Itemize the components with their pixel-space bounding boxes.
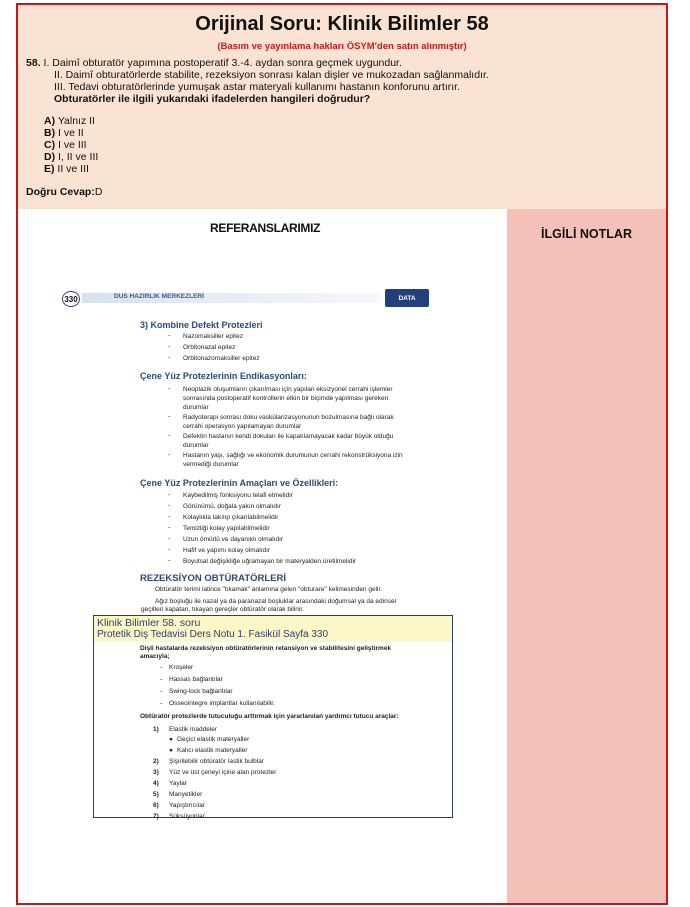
page-title: Orijinal Soru: Klinik Bilimler 58: [195, 13, 489, 35]
option-e[interactable]: E) II ve III: [44, 163, 89, 175]
list-item: cerrahi operasyon yapılamayan durumlar: [183, 423, 302, 430]
paragraph: Dişli hastalarda rezeksiyon obtüratörlerinin retansiyon ve stabilitesini geliştirmek: [140, 645, 392, 652]
option-d[interactable]: D) I, II ve III: [44, 151, 99, 163]
list-item: durumlar: [183, 404, 209, 411]
book-page-number: 330: [62, 291, 80, 307]
list-item: Hafif ve yapımı kolay olmalıdır: [183, 547, 271, 554]
question-prompt: Obturatörler ile ilgili yukarıdaki ifadelerden hangileri doğrudur?: [54, 93, 371, 105]
list-item: Uzun ömürlü ve dayanıklı olmalıdır: [183, 536, 284, 543]
list-item: Defektin hastanın kendi dokuları ile kapatılamayacak kadar büyük olduğu: [183, 433, 394, 440]
paragraph: amacıyla;: [140, 653, 170, 660]
list-item: Şişirilebilir obtüratör lastik bulblar: [169, 758, 265, 765]
list-item: durumlar: [183, 442, 209, 449]
list-item: Kaybedilmiş fonksiyonu telafi etmelidir: [183, 492, 293, 499]
list-item: Orbitonazal epitez: [183, 344, 236, 351]
book-header-text: DUS HAZIRLIK MERKEZLERİ: [114, 293, 204, 300]
list-item: Neoplazik oluşumların çıkarılması için yapılan eksizyonel cerrahi işlemler: [183, 386, 393, 393]
list-item: Swing-lock bağlantılar: [169, 688, 233, 695]
option-c[interactable]: C) I ve III: [44, 139, 87, 151]
paragraph: Ağız boşluğu ile nazal ya da paranazal boşluklar arasındaki doğumsal ya da edinsel: [155, 598, 397, 605]
section-title: Çene Yüz Protezlerinin Endikasyonları:: [140, 371, 307, 381]
list-item: Kalıcı elastik materyaller: [177, 747, 248, 754]
list-item: Hastanın yaşı, sağlığı ve ekonomik durumunun cerrahi rekonstrüksiyona izin: [183, 452, 403, 459]
publisher-logo: DATA: [385, 289, 429, 307]
list-item: vermediği durumlar: [183, 461, 239, 468]
list-item: Kolaylıkla takılıp çıkarılabilmelidir: [183, 514, 279, 521]
list-item: Süksüyonlar: [169, 813, 205, 820]
list-item: Temizliği kolay yapılabilmelidir: [183, 525, 270, 532]
reference-location: Protetik Diş Tedavisi Ders Notu 1. Fasikül Sayfa 330: [97, 629, 329, 640]
question-line: II. Daimî obturatörlerde stabilite, rezeksiyon sonrası kalan dişler ve mukozadan sağlanmalıdır.: [54, 69, 489, 81]
list-item: Radyoterapi sonrası doku vaskülarizasyonunun bozulmasına bağlı olarak: [183, 414, 394, 421]
list-item: Boyutsal değişikliğe uğramayan bir materyalden üretilmelidir: [183, 558, 357, 565]
copyright-note: (Basım ve yayınlama hakları ÖSYM'den satın alınmıştır): [217, 41, 467, 52]
correct-answer: Doğru Cevap:D: [26, 186, 103, 198]
paragraph: geçitleri kapatan, tıkayan gereçler obtüratör olarak bilinir.: [141, 606, 304, 613]
list-item: Yüz ve üst çeneyi içine alan protezler: [169, 769, 277, 776]
reference-source: Klinik Bilimler 58. soru: [97, 617, 201, 629]
list-item: Orbitonazomaksiller epitez: [183, 355, 260, 362]
page-frame: [16, 3, 668, 905]
option-b[interactable]: B) I ve II: [44, 127, 84, 139]
list-item: Kroşeler: [169, 664, 194, 671]
option-a[interactable]: A) Yalnız II: [44, 115, 95, 127]
question-line: III. Tedavi obturatörlerinde yumuşak astar materyali kullanımı hastanın konforunu artırır.: [54, 81, 461, 93]
list-item: sonrasında postoperatif kontrollerin etkin bir biçimde yapılması gereken: [183, 395, 389, 402]
list-item: Yapıştırıcılar: [169, 802, 206, 809]
list-item: Nazomaksiller epitez: [183, 333, 243, 340]
list-item: Yaylar: [169, 780, 187, 787]
list-item: Osseointegre implantlar kullanılabilir.: [169, 700, 275, 707]
list-item: Geçici elastik materyaller: [177, 736, 250, 743]
list-item: Manyetikler: [169, 791, 203, 798]
list-item: Elastik maddeler: [169, 726, 218, 733]
question-line: 58. I. Daimî obturatör yapımına postoperatif 3.-4. aydan sonra geçmek uygundur.: [26, 57, 402, 69]
notes-title: İLGİLİ NOTLAR: [541, 227, 632, 241]
section-title: 3) Kombine Defekt Protezleri: [140, 320, 263, 330]
section-title: REZEKSİYON OBTÜRATÖRLERİ: [140, 573, 287, 584]
question-number: 58.: [26, 57, 41, 69]
list-item: Hassas bağlantılar: [169, 676, 223, 683]
references-title: REFERANSLARIMIZ: [210, 221, 321, 235]
paragraph: Obtüratör protezlerde tutuculuğu arttırmak için yararlanılan yardımcı tutucu araçlar:: [140, 713, 399, 720]
reference-box: Klinik Bilimler 58. soru Protetik Diş Tedavisi Ders Notu 1. Fasikül Sayfa 330 Dişli hastalarda rezeksiyon obtüratörlerinin retansiyon ve stabilitesini geliştirmek amacıyla; - Kroşeler - Hassas bağlantılar - Swing-lock bağlantılar - Osseointegre implantlar kullanılabilir. Obtüratör protezlerde tutuculuğu arttırmak için yararlanılan yardımcı tutucu araçlar: 1) Elastik maddeler ● Geçici elastik materyaller ● Kalıcı elastik materyaller 2) Şişirilebilir obtüratör lastik bulblar 3) Yüz ve üst çeneyi içine alan protezler 4) Yaylar 5) Manyetikler 6) Yapıştırıcılar 7) Süksüyonlar: [93, 615, 453, 818]
list-item: Görünümü, doğala yakın olmalıdır: [183, 503, 281, 510]
section-title: Çene Yüz Protezlerinin Amaçları ve Özellikleri:: [140, 478, 339, 488]
paragraph: Obtüratör terimi latince "tıkamak" anlamına gelen "obturare" kelimesinden gelir.: [155, 586, 383, 593]
